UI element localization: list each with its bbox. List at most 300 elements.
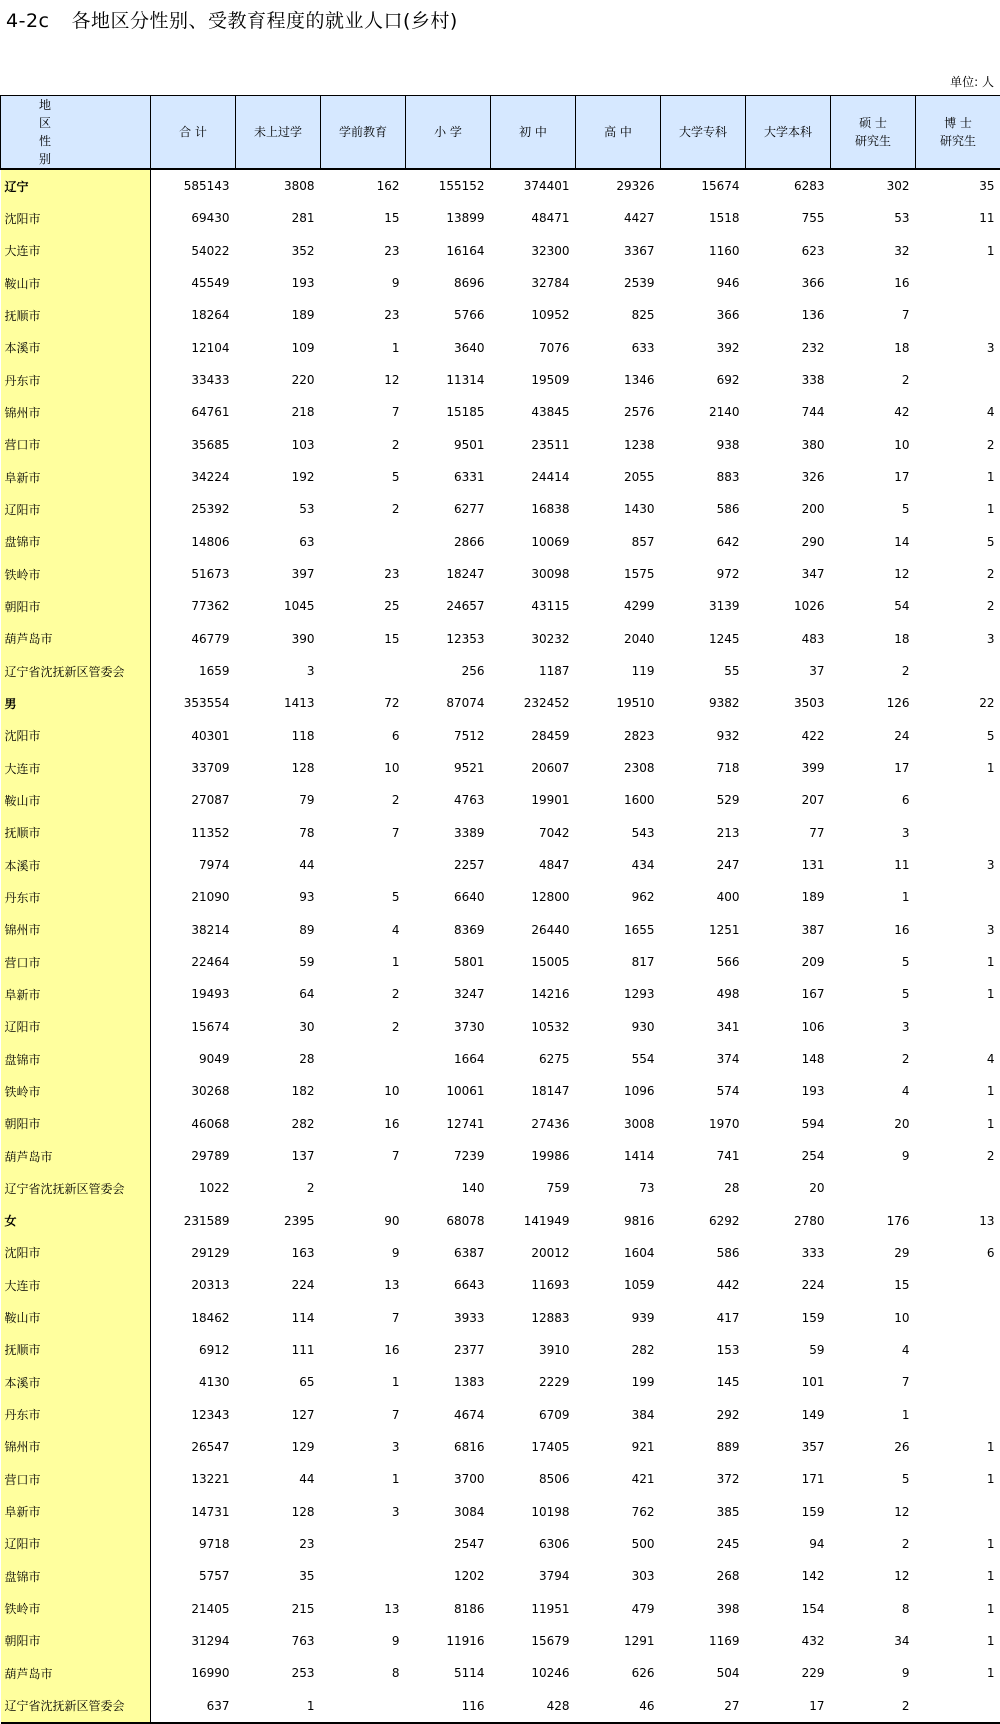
- value-cell: 11916: [406, 1625, 491, 1657]
- value-cell: 1: [916, 1431, 1000, 1463]
- value-cell: 3700: [406, 1463, 491, 1495]
- value-cell: 33709: [151, 752, 236, 784]
- value-cell: 374401: [491, 169, 576, 202]
- value-cell: 1: [916, 461, 1000, 493]
- value-cell: [916, 299, 1000, 331]
- value-cell: 137: [236, 1140, 321, 1172]
- table-row: [1, 590, 1000, 622]
- value-cell: 19986: [491, 1140, 576, 1172]
- value-cell: 857: [576, 526, 661, 558]
- table-row: [1, 1398, 1000, 1430]
- value-cell: 30: [236, 1011, 321, 1043]
- value-cell: 932: [661, 720, 746, 752]
- value-cell: 11693: [491, 1269, 576, 1301]
- header-col-9: [916, 96, 1000, 170]
- value-cell: 9: [321, 267, 406, 299]
- value-cell: 44: [236, 849, 321, 881]
- value-cell: 141949: [491, 1205, 576, 1237]
- value-cell: [916, 1398, 1000, 1430]
- table-row: [1, 1463, 1000, 1495]
- value-cell: 65: [236, 1366, 321, 1398]
- value-cell: 14: [831, 526, 916, 558]
- value-cell: 18: [831, 623, 916, 655]
- region-cell: 锦州市: [1, 1431, 151, 1463]
- table-row: [1, 526, 1000, 558]
- value-cell: 930: [576, 1011, 661, 1043]
- value-cell: 35685: [151, 429, 236, 461]
- table-row: [1, 752, 1000, 784]
- value-cell: 9718: [151, 1528, 236, 1560]
- value-cell: 962: [576, 881, 661, 913]
- value-cell: 1664: [406, 1043, 491, 1075]
- value-cell: 5: [831, 493, 916, 525]
- value-cell: 6292: [661, 1205, 746, 1237]
- value-cell: 28459: [491, 720, 576, 752]
- value-cell: 79: [236, 784, 321, 816]
- table-row: [1, 720, 1000, 752]
- value-cell: 889: [661, 1431, 746, 1463]
- value-cell: 27087: [151, 784, 236, 816]
- value-cell: 2040: [576, 623, 661, 655]
- value-cell: 2: [831, 1689, 916, 1722]
- region-cell: 盘锦市: [1, 1560, 151, 1592]
- value-cell: 15: [321, 623, 406, 655]
- value-cell: 759: [491, 1172, 576, 1204]
- value-cell: [321, 1172, 406, 1204]
- value-cell: [916, 1301, 1000, 1333]
- value-cell: 6709: [491, 1398, 576, 1430]
- value-cell: 9049: [151, 1043, 236, 1075]
- value-cell: 302: [831, 169, 916, 202]
- value-cell: 763: [236, 1625, 321, 1657]
- table-row: [1, 1528, 1000, 1560]
- value-cell: 1291: [576, 1625, 661, 1657]
- value-cell: 9816: [576, 1205, 661, 1237]
- value-cell: 24414: [491, 461, 576, 493]
- region-cell: 葫芦岛市: [1, 623, 151, 655]
- value-cell: 3933: [406, 1301, 491, 1333]
- value-cell: 19510: [576, 687, 661, 719]
- region-cell: 丹东市: [1, 364, 151, 396]
- value-cell: 199: [576, 1366, 661, 1398]
- region-cell: 丹东市: [1, 1398, 151, 1430]
- table-row: [1, 1560, 1000, 1592]
- value-cell: 193: [746, 1075, 831, 1107]
- value-cell: 2: [831, 655, 916, 687]
- value-cell: 12343: [151, 1398, 236, 1430]
- value-cell: 1575: [576, 558, 661, 590]
- value-cell: 6387: [406, 1237, 491, 1269]
- value-cell: 333: [746, 1237, 831, 1269]
- value-cell: 42: [831, 396, 916, 428]
- value-cell: 116: [406, 1689, 491, 1722]
- region-cell: 葫芦岛市: [1, 1140, 151, 1172]
- table-body: [1, 169, 1000, 1723]
- value-cell: 229: [746, 1657, 831, 1689]
- region-cell: 大连市: [1, 752, 151, 784]
- value-cell: 1: [916, 1108, 1000, 1140]
- value-cell: 4: [916, 1043, 1000, 1075]
- region-cell: 男: [1, 687, 151, 719]
- value-cell: 282: [236, 1108, 321, 1140]
- value-cell: 28: [661, 1172, 746, 1204]
- value-cell: 245: [661, 1528, 746, 1560]
- value-cell: 6275: [491, 1043, 576, 1075]
- value-cell: 111: [236, 1334, 321, 1366]
- value-cell: 2: [321, 429, 406, 461]
- value-cell: 1: [831, 1398, 916, 1430]
- table-row: [1, 914, 1000, 946]
- region-cell: 沈阳市: [1, 1237, 151, 1269]
- value-cell: 3794: [491, 1560, 576, 1592]
- value-cell: 12: [831, 558, 916, 590]
- value-cell: 59: [746, 1334, 831, 1366]
- value-cell: 9: [321, 1237, 406, 1269]
- value-cell: 18462: [151, 1301, 236, 1333]
- value-cell: 428: [491, 1689, 576, 1722]
- header-row: [1, 96, 1000, 170]
- value-cell: 15005: [491, 946, 576, 978]
- value-cell: 357: [746, 1431, 831, 1463]
- region-cell: 葫芦岛市: [1, 1657, 151, 1689]
- value-cell: 1187: [491, 655, 576, 687]
- region-cell: 锦州市: [1, 396, 151, 428]
- value-cell: 6: [831, 784, 916, 816]
- value-cell: 17: [746, 1689, 831, 1722]
- table-row: [1, 1366, 1000, 1398]
- value-cell: 29: [831, 1237, 916, 1269]
- value-cell: 22: [916, 687, 1000, 719]
- value-cell: 281: [236, 202, 321, 234]
- value-cell: 3084: [406, 1495, 491, 1527]
- value-cell: 127: [236, 1398, 321, 1430]
- value-cell: 20012: [491, 1237, 576, 1269]
- value-cell: 10: [831, 429, 916, 461]
- value-cell: 1160: [661, 235, 746, 267]
- value-cell: 14731: [151, 1495, 236, 1527]
- value-cell: 4: [916, 396, 1000, 428]
- value-cell: 398: [661, 1592, 746, 1624]
- value-cell: [321, 1043, 406, 1075]
- value-cell: 817: [576, 946, 661, 978]
- value-cell: 5: [916, 720, 1000, 752]
- value-cell: 9: [831, 1657, 916, 1689]
- table-row: [1, 1269, 1000, 1301]
- table-row: [1, 946, 1000, 978]
- value-cell: 54022: [151, 235, 236, 267]
- value-cell: 224: [746, 1269, 831, 1301]
- value-cell: 432: [746, 1625, 831, 1657]
- value-cell: 182: [236, 1075, 321, 1107]
- value-cell: 14806: [151, 526, 236, 558]
- value-cell: 15185: [406, 396, 491, 428]
- value-cell: 23511: [491, 429, 576, 461]
- value-cell: 54: [831, 590, 916, 622]
- value-cell: 6306: [491, 1528, 576, 1560]
- value-cell: 24657: [406, 590, 491, 622]
- value-cell: 10246: [491, 1657, 576, 1689]
- value-cell: 13221: [151, 1463, 236, 1495]
- value-cell: 145: [661, 1366, 746, 1398]
- value-cell: 2539: [576, 267, 661, 299]
- value-cell: 12741: [406, 1108, 491, 1140]
- value-cell: 1414: [576, 1140, 661, 1172]
- value-cell: 23: [321, 558, 406, 590]
- value-cell: 106: [746, 1011, 831, 1043]
- value-cell: 77: [746, 817, 831, 849]
- value-cell: 148: [746, 1043, 831, 1075]
- value-cell: 5114: [406, 1657, 491, 1689]
- region-cell: 锦州市: [1, 914, 151, 946]
- value-cell: 380: [746, 429, 831, 461]
- value-cell: 253: [236, 1657, 321, 1689]
- region-cell: 抚顺市: [1, 1334, 151, 1366]
- value-cell: 4847: [491, 849, 576, 881]
- value-cell: 17405: [491, 1431, 576, 1463]
- value-cell: 1: [916, 946, 1000, 978]
- value-cell: 5: [831, 978, 916, 1010]
- value-cell: 7: [321, 1140, 406, 1172]
- table-row: [1, 299, 1000, 331]
- value-cell: 417: [661, 1301, 746, 1333]
- value-cell: 200: [746, 493, 831, 525]
- value-cell: 1413: [236, 687, 321, 719]
- value-cell: 1: [321, 1366, 406, 1398]
- value-cell: 2: [321, 978, 406, 1010]
- region-cell: 营口市: [1, 946, 151, 978]
- region-cell: 辽宁省沈抚新区管委会: [1, 655, 151, 687]
- value-cell: 1169: [661, 1625, 746, 1657]
- value-cell: 4299: [576, 590, 661, 622]
- header-col-label: 合 计: [151, 123, 235, 141]
- value-cell: 1604: [576, 1237, 661, 1269]
- value-cell: [831, 1172, 916, 1204]
- header-region-line1: 地 区: [1, 96, 150, 132]
- value-cell: 90: [321, 1205, 406, 1237]
- value-cell: 10198: [491, 1495, 576, 1527]
- header-col-label: 学前教育: [321, 123, 405, 141]
- table-row: [1, 396, 1000, 428]
- value-cell: 12104: [151, 332, 236, 364]
- header-col-label: 大学本科: [746, 123, 830, 141]
- value-cell: 48471: [491, 202, 576, 234]
- value-cell: 1600: [576, 784, 661, 816]
- value-cell: 9: [321, 1625, 406, 1657]
- table-row: [1, 784, 1000, 816]
- value-cell: 10061: [406, 1075, 491, 1107]
- value-cell: 8186: [406, 1592, 491, 1624]
- value-cell: 1: [916, 1560, 1000, 1592]
- value-cell: 938: [661, 429, 746, 461]
- value-cell: 5801: [406, 946, 491, 978]
- value-cell: 163: [236, 1237, 321, 1269]
- value-cell: 153: [661, 1334, 746, 1366]
- table-row: [1, 493, 1000, 525]
- value-cell: [321, 655, 406, 687]
- table-row: [1, 817, 1000, 849]
- table-group-row: [1, 169, 1000, 202]
- value-cell: 15: [321, 202, 406, 234]
- value-cell: 4674: [406, 1398, 491, 1430]
- value-cell: 9382: [661, 687, 746, 719]
- value-cell: 23: [321, 235, 406, 267]
- value-cell: 1383: [406, 1366, 491, 1398]
- value-cell: 59: [236, 946, 321, 978]
- value-cell: 1238: [576, 429, 661, 461]
- value-cell: 5: [916, 526, 1000, 558]
- value-cell: 1659: [151, 655, 236, 687]
- value-cell: 4130: [151, 1366, 236, 1398]
- value-cell: 18147: [491, 1075, 576, 1107]
- value-cell: 504: [661, 1657, 746, 1689]
- value-cell: 15674: [661, 169, 746, 202]
- value-cell: [916, 1269, 1000, 1301]
- value-cell: 7076: [491, 332, 576, 364]
- value-cell: 155152: [406, 169, 491, 202]
- value-cell: 2: [831, 364, 916, 396]
- value-cell: 131: [746, 849, 831, 881]
- value-cell: 554: [576, 1043, 661, 1075]
- value-cell: 2: [236, 1172, 321, 1204]
- value-cell: [916, 655, 1000, 687]
- table-row: [1, 1592, 1000, 1624]
- value-cell: 16: [831, 914, 916, 946]
- value-cell: 692: [661, 364, 746, 396]
- value-cell: 637: [151, 1689, 236, 1722]
- value-cell: 114: [236, 1301, 321, 1333]
- value-cell: [321, 1689, 406, 1722]
- header-col-label: 初 中: [491, 123, 575, 141]
- region-cell: 大连市: [1, 235, 151, 267]
- value-cell: 7: [831, 1366, 916, 1398]
- value-cell: 13899: [406, 202, 491, 234]
- value-cell: 6912: [151, 1334, 236, 1366]
- value-cell: 64: [236, 978, 321, 1010]
- value-cell: 2547: [406, 1528, 491, 1560]
- value-cell: 479: [576, 1592, 661, 1624]
- value-cell: 154: [746, 1592, 831, 1624]
- value-cell: 762: [576, 1495, 661, 1527]
- value-cell: 13: [321, 1269, 406, 1301]
- value-cell: [321, 1528, 406, 1560]
- value-cell: 574: [661, 1075, 746, 1107]
- value-cell: 338: [746, 364, 831, 396]
- table-row: [1, 1140, 1000, 1172]
- region-cell: 阜新市: [1, 978, 151, 1010]
- value-cell: 8696: [406, 267, 491, 299]
- value-cell: 5: [321, 461, 406, 493]
- table-code: 4-2c: [6, 10, 49, 32]
- value-cell: 921: [576, 1431, 661, 1463]
- value-cell: 10532: [491, 1011, 576, 1043]
- table-row: [1, 364, 1000, 396]
- table-row: [1, 978, 1000, 1010]
- value-cell: 10: [321, 1075, 406, 1107]
- value-cell: 10: [321, 752, 406, 784]
- value-cell: 268: [661, 1560, 746, 1592]
- value-cell: 149: [746, 1398, 831, 1430]
- value-cell: 1: [916, 1625, 1000, 1657]
- value-cell: 109: [236, 332, 321, 364]
- value-cell: 3247: [406, 978, 491, 1010]
- value-cell: 78: [236, 817, 321, 849]
- header-col-sublabel: 研究生: [916, 132, 1000, 150]
- value-cell: 3730: [406, 1011, 491, 1043]
- value-cell: 1251: [661, 914, 746, 946]
- value-cell: 2: [916, 429, 1000, 461]
- value-cell: 1430: [576, 493, 661, 525]
- value-cell: 30098: [491, 558, 576, 590]
- value-cell: 29789: [151, 1140, 236, 1172]
- value-cell: 2: [321, 1011, 406, 1043]
- value-cell: [916, 817, 1000, 849]
- value-cell: 387: [746, 914, 831, 946]
- value-cell: 290: [746, 526, 831, 558]
- table-row: [1, 202, 1000, 234]
- header-col-label: 小 学: [406, 123, 490, 141]
- header-col-5: [576, 96, 661, 170]
- value-cell: 6277: [406, 493, 491, 525]
- value-cell: 16: [321, 1108, 406, 1140]
- value-cell: [916, 1689, 1000, 1722]
- value-cell: 69430: [151, 202, 236, 234]
- value-cell: 1096: [576, 1075, 661, 1107]
- value-cell: 5766: [406, 299, 491, 331]
- region-cell: 铁岭市: [1, 558, 151, 590]
- value-cell: 718: [661, 752, 746, 784]
- value-cell: 33433: [151, 364, 236, 396]
- value-cell: 1059: [576, 1269, 661, 1301]
- value-cell: 24: [831, 720, 916, 752]
- value-cell: 825: [576, 299, 661, 331]
- value-cell: 103: [236, 429, 321, 461]
- header-region-line2: 性 别: [1, 132, 150, 168]
- value-cell: 3: [916, 849, 1000, 881]
- value-cell: 566: [661, 946, 746, 978]
- value-cell: 400: [661, 881, 746, 913]
- region-cell: 辽阳市: [1, 1011, 151, 1043]
- value-cell: 43845: [491, 396, 576, 428]
- value-cell: 232: [746, 332, 831, 364]
- value-cell: 12: [831, 1495, 916, 1527]
- value-cell: 5: [831, 946, 916, 978]
- value-cell: [321, 1560, 406, 1592]
- value-cell: [916, 881, 1000, 913]
- value-cell: 7: [321, 817, 406, 849]
- value-cell: 176: [831, 1205, 916, 1237]
- value-cell: 9: [831, 1140, 916, 1172]
- value-cell: 119: [576, 655, 661, 687]
- value-cell: 4: [831, 1334, 916, 1366]
- value-cell: 6: [321, 720, 406, 752]
- value-cell: 45549: [151, 267, 236, 299]
- value-cell: 1: [916, 1528, 1000, 1560]
- value-cell: 17: [831, 752, 916, 784]
- region-cell: 阜新市: [1, 461, 151, 493]
- value-cell: 232452: [491, 687, 576, 719]
- region-cell: 铁岭市: [1, 1592, 151, 1624]
- value-cell: 1: [321, 1463, 406, 1495]
- value-cell: 1970: [661, 1108, 746, 1140]
- region-cell: 抚顺市: [1, 299, 151, 331]
- value-cell: 128: [236, 1495, 321, 1527]
- value-cell: 7974: [151, 849, 236, 881]
- header-region: [1, 96, 151, 170]
- region-cell: 抚顺市: [1, 817, 151, 849]
- value-cell: 2140: [661, 396, 746, 428]
- value-cell: 1346: [576, 364, 661, 396]
- value-cell: 35: [236, 1560, 321, 1592]
